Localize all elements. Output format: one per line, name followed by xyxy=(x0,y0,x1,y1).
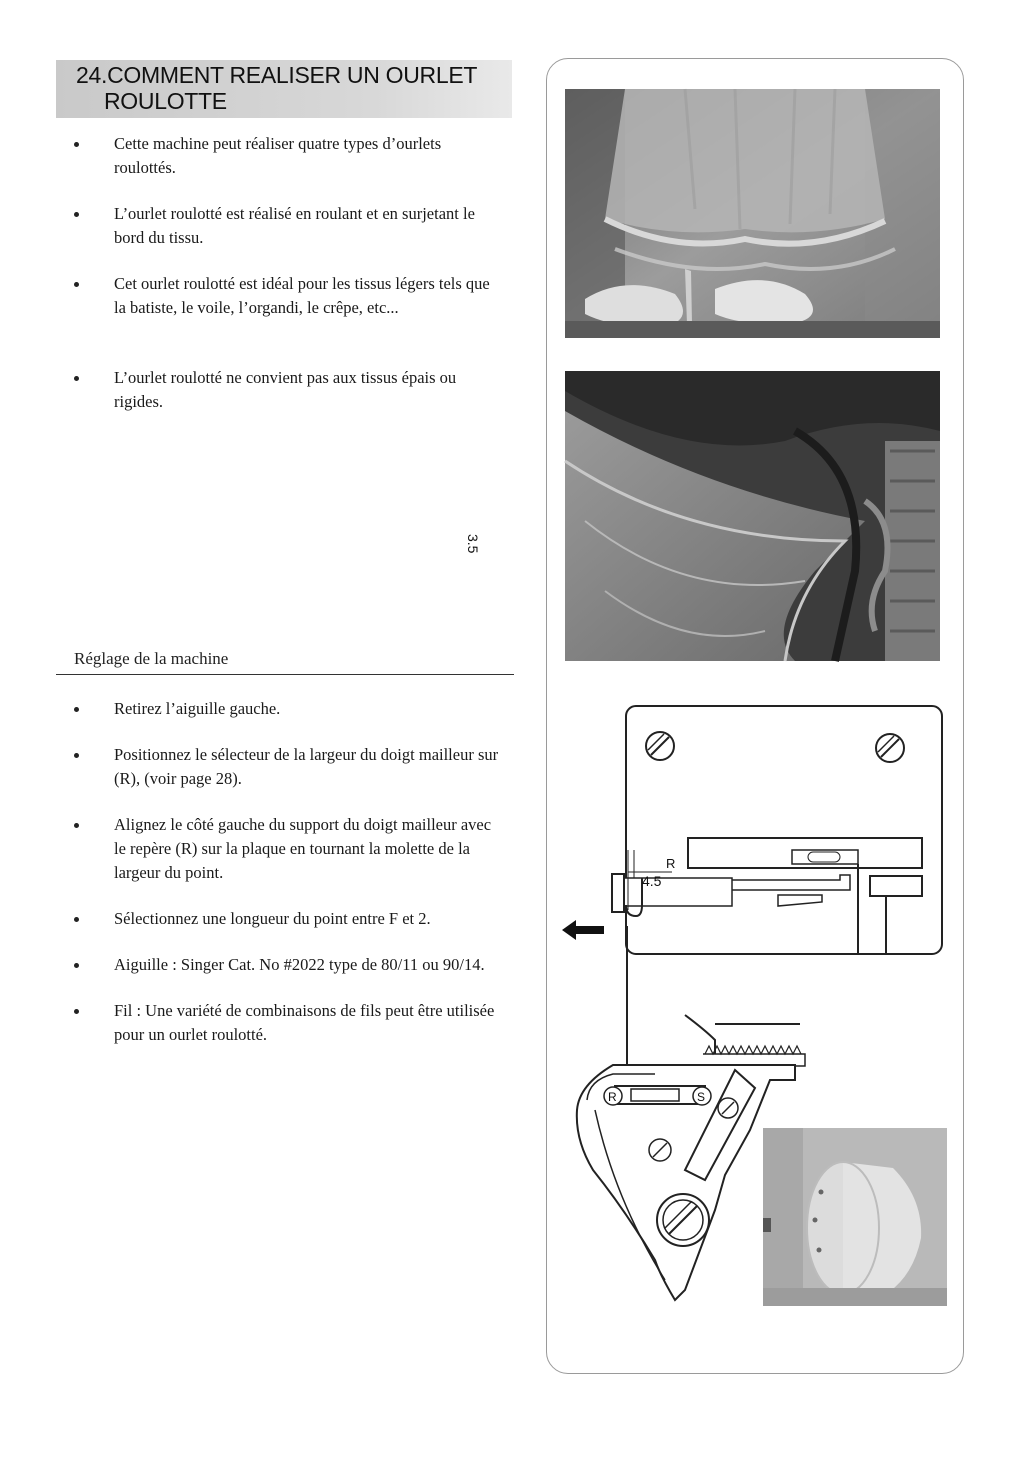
arrow-left-icon xyxy=(562,920,604,940)
list-item: Retirez l’aiguille gauche. xyxy=(56,697,503,721)
photo-folded-fabric xyxy=(565,371,940,661)
photo-dress-hem xyxy=(565,89,940,338)
page-title-line1: 24.COMMENT REALISER UN OURLET xyxy=(76,62,478,88)
list-item: L’ourlet roulotté est réalisé en roulant et en surjetant le bord du tissu. xyxy=(56,202,501,250)
intro-bullet-list xyxy=(56,132,501,436)
setup-bullet-list xyxy=(56,697,503,1069)
list-item: Sélectionnez une longueur du point entre F et 2. xyxy=(56,907,503,931)
list-item: L’ourlet roulotté ne convient pas aux tissus épais ou rigides. xyxy=(56,366,501,414)
list-item: Fil : Une variété de combinaisons de fils peut être utilisée pour un ourlet roulotté. xyxy=(56,999,503,1047)
r-marker-label: R xyxy=(666,856,676,871)
list-item: Cet ourlet roulotté est idéal pour les tissus légers tels que la batiste, le voile, l’organdi, le crêpe, etc... xyxy=(56,272,501,320)
list-item: Alignez le côté gauche du support du doigt mailleur avec le repère (R) sur la plaque en tournant la molette de la largeur du point. xyxy=(56,813,503,885)
list-item: Cette machine peut réaliser quatre types d’ourlets roulottés. xyxy=(56,132,501,180)
r-lever-label: R xyxy=(608,1090,617,1104)
width-marker-label: 3.5 xyxy=(465,534,481,554)
page-title-line2: ROULOTTE xyxy=(104,88,227,114)
width-marker-label: 4.5 xyxy=(642,873,662,889)
s-lever-label: S xyxy=(697,1090,706,1104)
section-heading: Réglage de la machine xyxy=(74,649,229,668)
list-item: Positionnez le sélecteur de la largeur du doigt mailleur sur (R), (voir page 28). xyxy=(56,743,503,791)
list-item: Aiguille : Singer Cat. No #2022 type de 80/11 ou 90/14. xyxy=(56,953,503,977)
page-title xyxy=(76,62,516,114)
photo-width-knob xyxy=(763,1128,947,1306)
section-divider xyxy=(56,674,514,675)
